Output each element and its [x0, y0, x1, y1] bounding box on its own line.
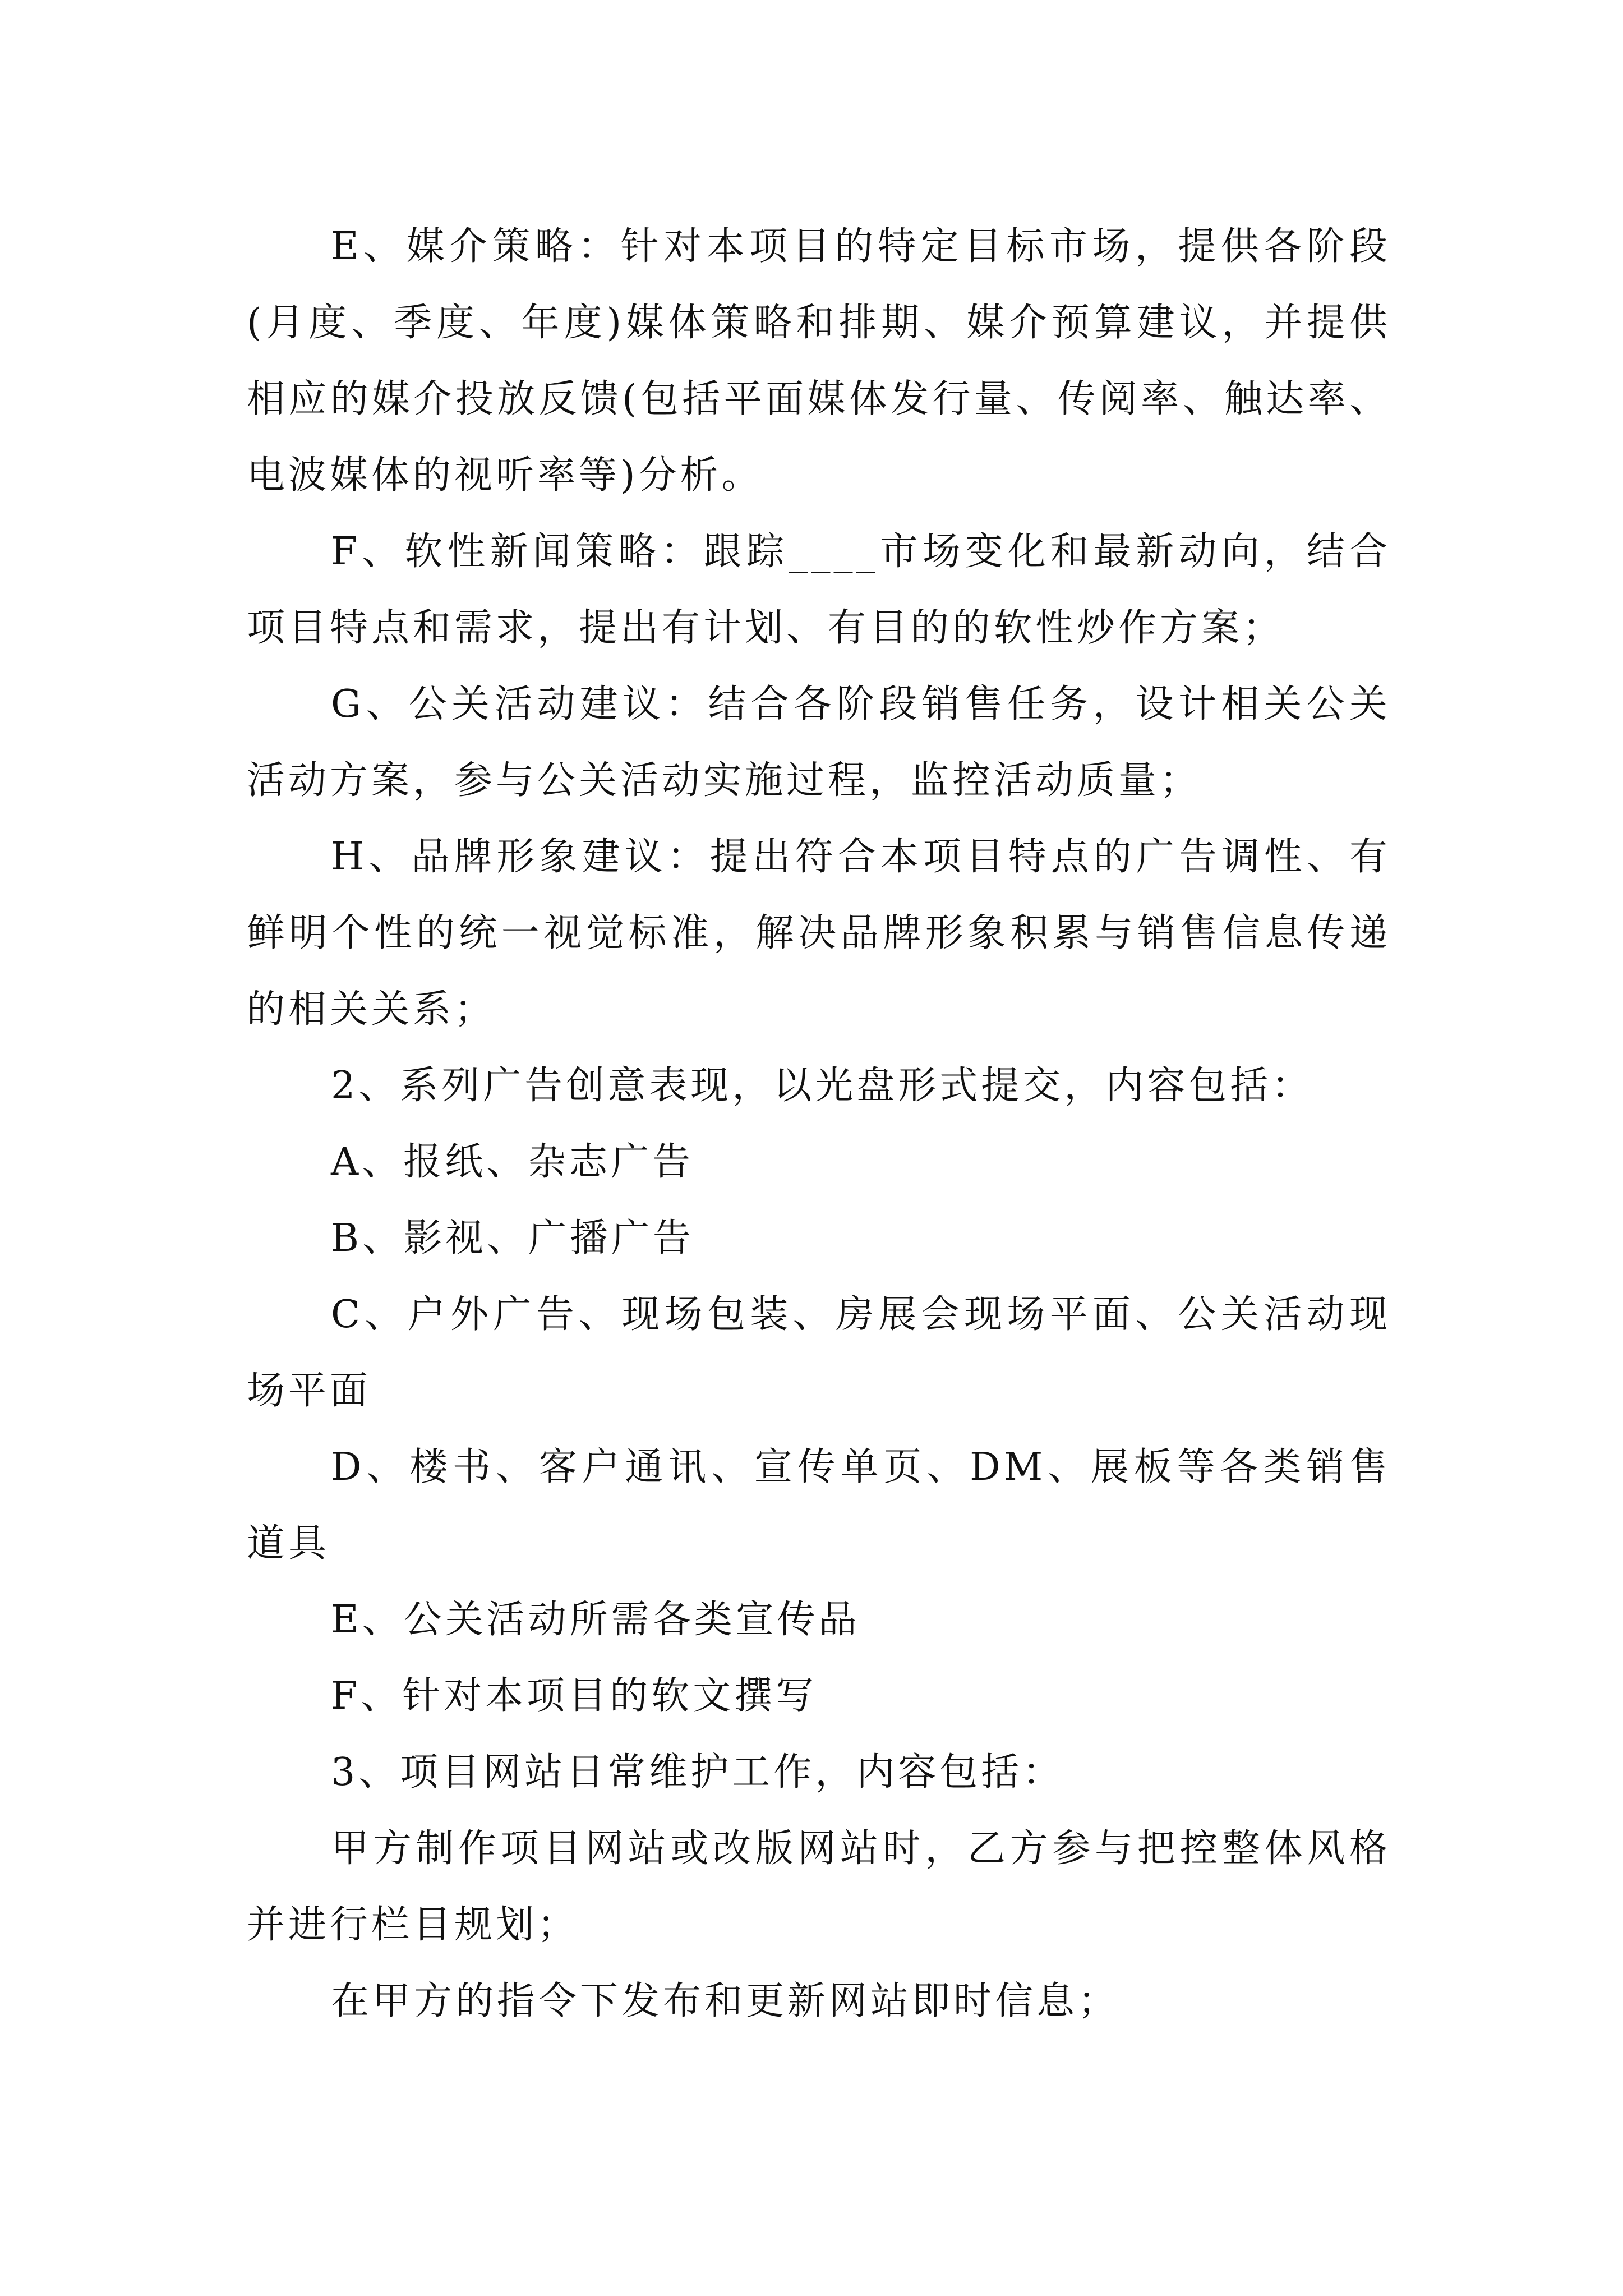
list-item-sales-props: D、楼书、客户通讯、宣传单页、DM、展板等各类销售道具	[247, 1445, 1391, 1566]
list-item-pr-materials: E、公关活动所需各类宣传品	[331, 1598, 860, 1642]
list-item-soft-articles: F、针对本项目的软文撰写	[331, 1674, 818, 1718]
list-item-tv-radio: B、影视、广播广告	[331, 1216, 694, 1260]
list-item-outdoor-onsite: C、户外广告、现场包装、房展会现场平面、公关活动现场平面	[247, 1292, 1391, 1413]
paragraph-brand-image-suggestion: H、品牌形象建议：提出符合本项目特点的广告调性、有鲜明个性的统一视觉标准，解决品牌形象积累与销售信息传递的相关关系；	[247, 835, 1391, 1032]
paragraph-soft-news-strategy: F、软性新闻策略：跟踪____市场变化和最新动向，结合项目特点和需求，提出有计划、有目的的软性炒作方案；	[247, 530, 1391, 650]
paragraph-pr-activity-suggestion: G、公关活动建议：结合各阶段销售任务，设计相关公关活动方案，参与公关活动实施过程，监控活动质量；	[247, 682, 1391, 803]
paragraph-website-updates: 在甲方的指令下发布和更新网站即时信息；	[331, 1979, 1120, 2023]
paragraph-website-redesign: 甲方制作项目网站或改版网站时，乙方参与把控整体风格并进行栏目规划；	[247, 1826, 1391, 1947]
list-item-newspaper-magazine: A、报纸、杂志广告	[331, 1140, 694, 1184]
paragraph-media-strategy: E、媒介策略：针对本项目的特定目标市场，提供各阶段(月度、季度、年度)媒体策略和排期、媒介预算建议，并提供相应的媒介投放反馈(包括平面媒体发行量、传阅率、触达率、电波媒体的视听率等)分析。	[247, 224, 1391, 498]
document-body	[247, 209, 1391, 2040]
paragraph-ad-creative-series: 2、系列广告创意表现，以光盘形式提交，内容包括：	[331, 1064, 1313, 1108]
paragraph-website-maintenance: 3、项目网站日常维护工作，内容包括：	[331, 1750, 1064, 1795]
